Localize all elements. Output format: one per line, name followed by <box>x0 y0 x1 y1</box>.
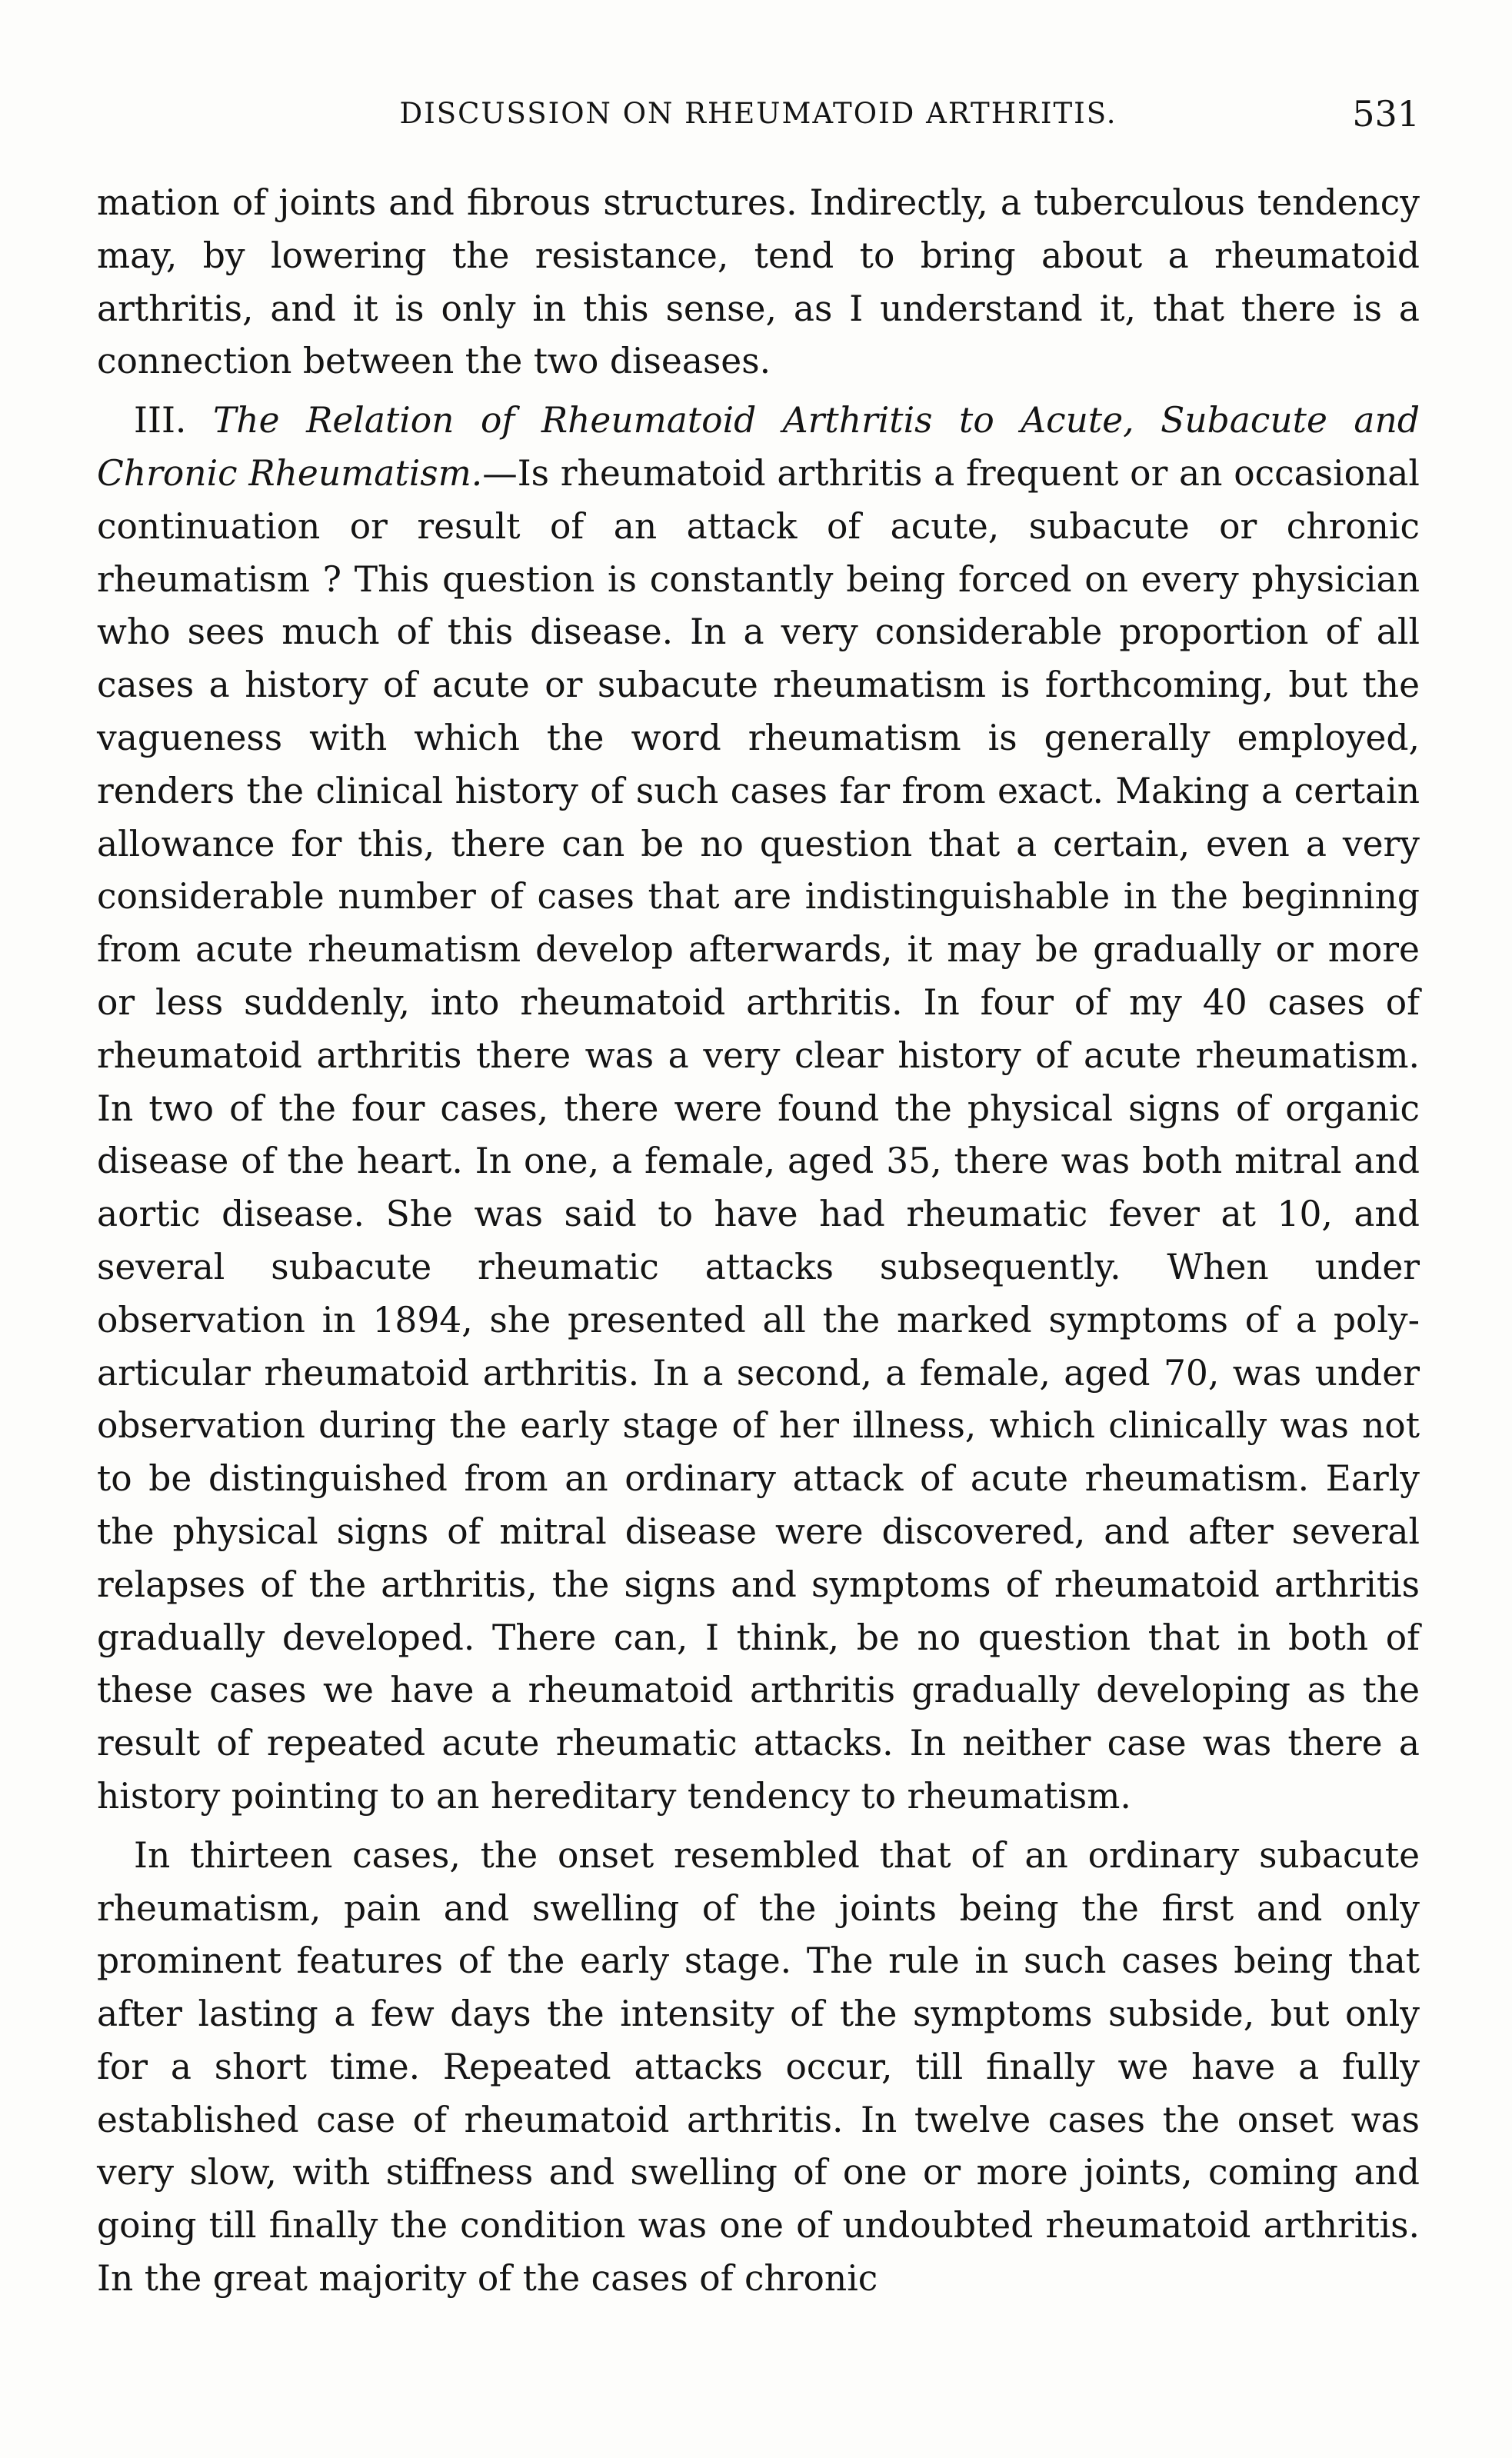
page-number: 531 <box>1352 93 1420 135</box>
section-heading: The Relation of Rheumatoid Arthritis to Acute, Subacute and Chronic Rheumatism. <box>97 400 1420 494</box>
paragraph-text: In thirteen cases, the onset resembled that of an ordinary subacute rheumatism, pain and swelling of the joints being the first and only prominent features of the early stage. The rule in such cases being that after lasting a few days the intensity of the symptoms subside, but only for a short time. Repeated attacks occur, till finally we have a fully established case of rheumatoid arthritis. In twelve cases the onset was very slow, with stiffness and swelling of one or more joints, coming and going till finally the condition was one of undoubted rheumatoid arthritis. In the great majority of the cases of chronic <box>97 1834 1420 2300</box>
book-page <box>97 77 1420 2306</box>
section-number: III. <box>134 400 213 441</box>
paragraph-section-iii <box>97 395 1420 1824</box>
running-title: DISCUSSION ON RHEUMATOID ARTHRITIS. <box>399 97 1117 130</box>
running-head <box>97 77 1420 151</box>
body-text <box>97 177 1420 2306</box>
paragraph-text: —Is rheumatoid arthritis a frequent or an occasional continuation or result of an attack of acute, subacute or chronic rheumatism ? This question is constantly being forced on every physician who sees much of this disease. In a very considerable proportion of all cases a history of acute or subacute rheumatism is forthcoming, but the vagueness with which the word rheumatism is generally employed, renders the clinical history of such cases far from exact. Making a certain allowance for this, there can be no question that a certain, even a very considerable number of cases that are indistinguishable in the beginning from acute rheumatism develop afterwards, it may be gradually or more or less suddenly, into rheumatoid arthritis. In four of my 40 cases of rheumatoid arthritis there was a very clear history of acute rheumatism. In two of the four cases, there were found the physical signs of organic disease of the heart. In one, a female, aged 35, there was both mitral and aortic disease. She was said to have had rheumatic fever at 10, and several subacute rheumatic attacks subsequently. When under observation in 1894, she presented all the marked symptoms of a poly-articular rheumatoid arthritis. In a second, a female, aged 70, was under observation during the early stage of her illness, which clinically was not to be distinguished from an ordinary attack of acute rheumatism. Early the physical signs of mitral disease were discovered, and after several relapses of the arthritis, the signs and symptoms of rheumatoid arthritis gradually developed. There can, I think, be no question that in both of these cases we have a rheumatoid arthritis gradually developing as the result of repeated acute rheumatic attacks. In neither case was there a history pointing to an hereditary tendency to rheumatism. <box>97 452 1420 1817</box>
paragraph-onset <box>97 1830 1420 2306</box>
paragraph-text: mation of joints and fibrous structures. Indirectly, a tuberculous tendency may, by lowering the resistance, tend to bring about a rheumatoid arthritis, and it is only in this sense, as I understand it, that there is a connection between the two diseases. <box>97 182 1420 382</box>
paragraph-continued <box>97 177 1420 388</box>
